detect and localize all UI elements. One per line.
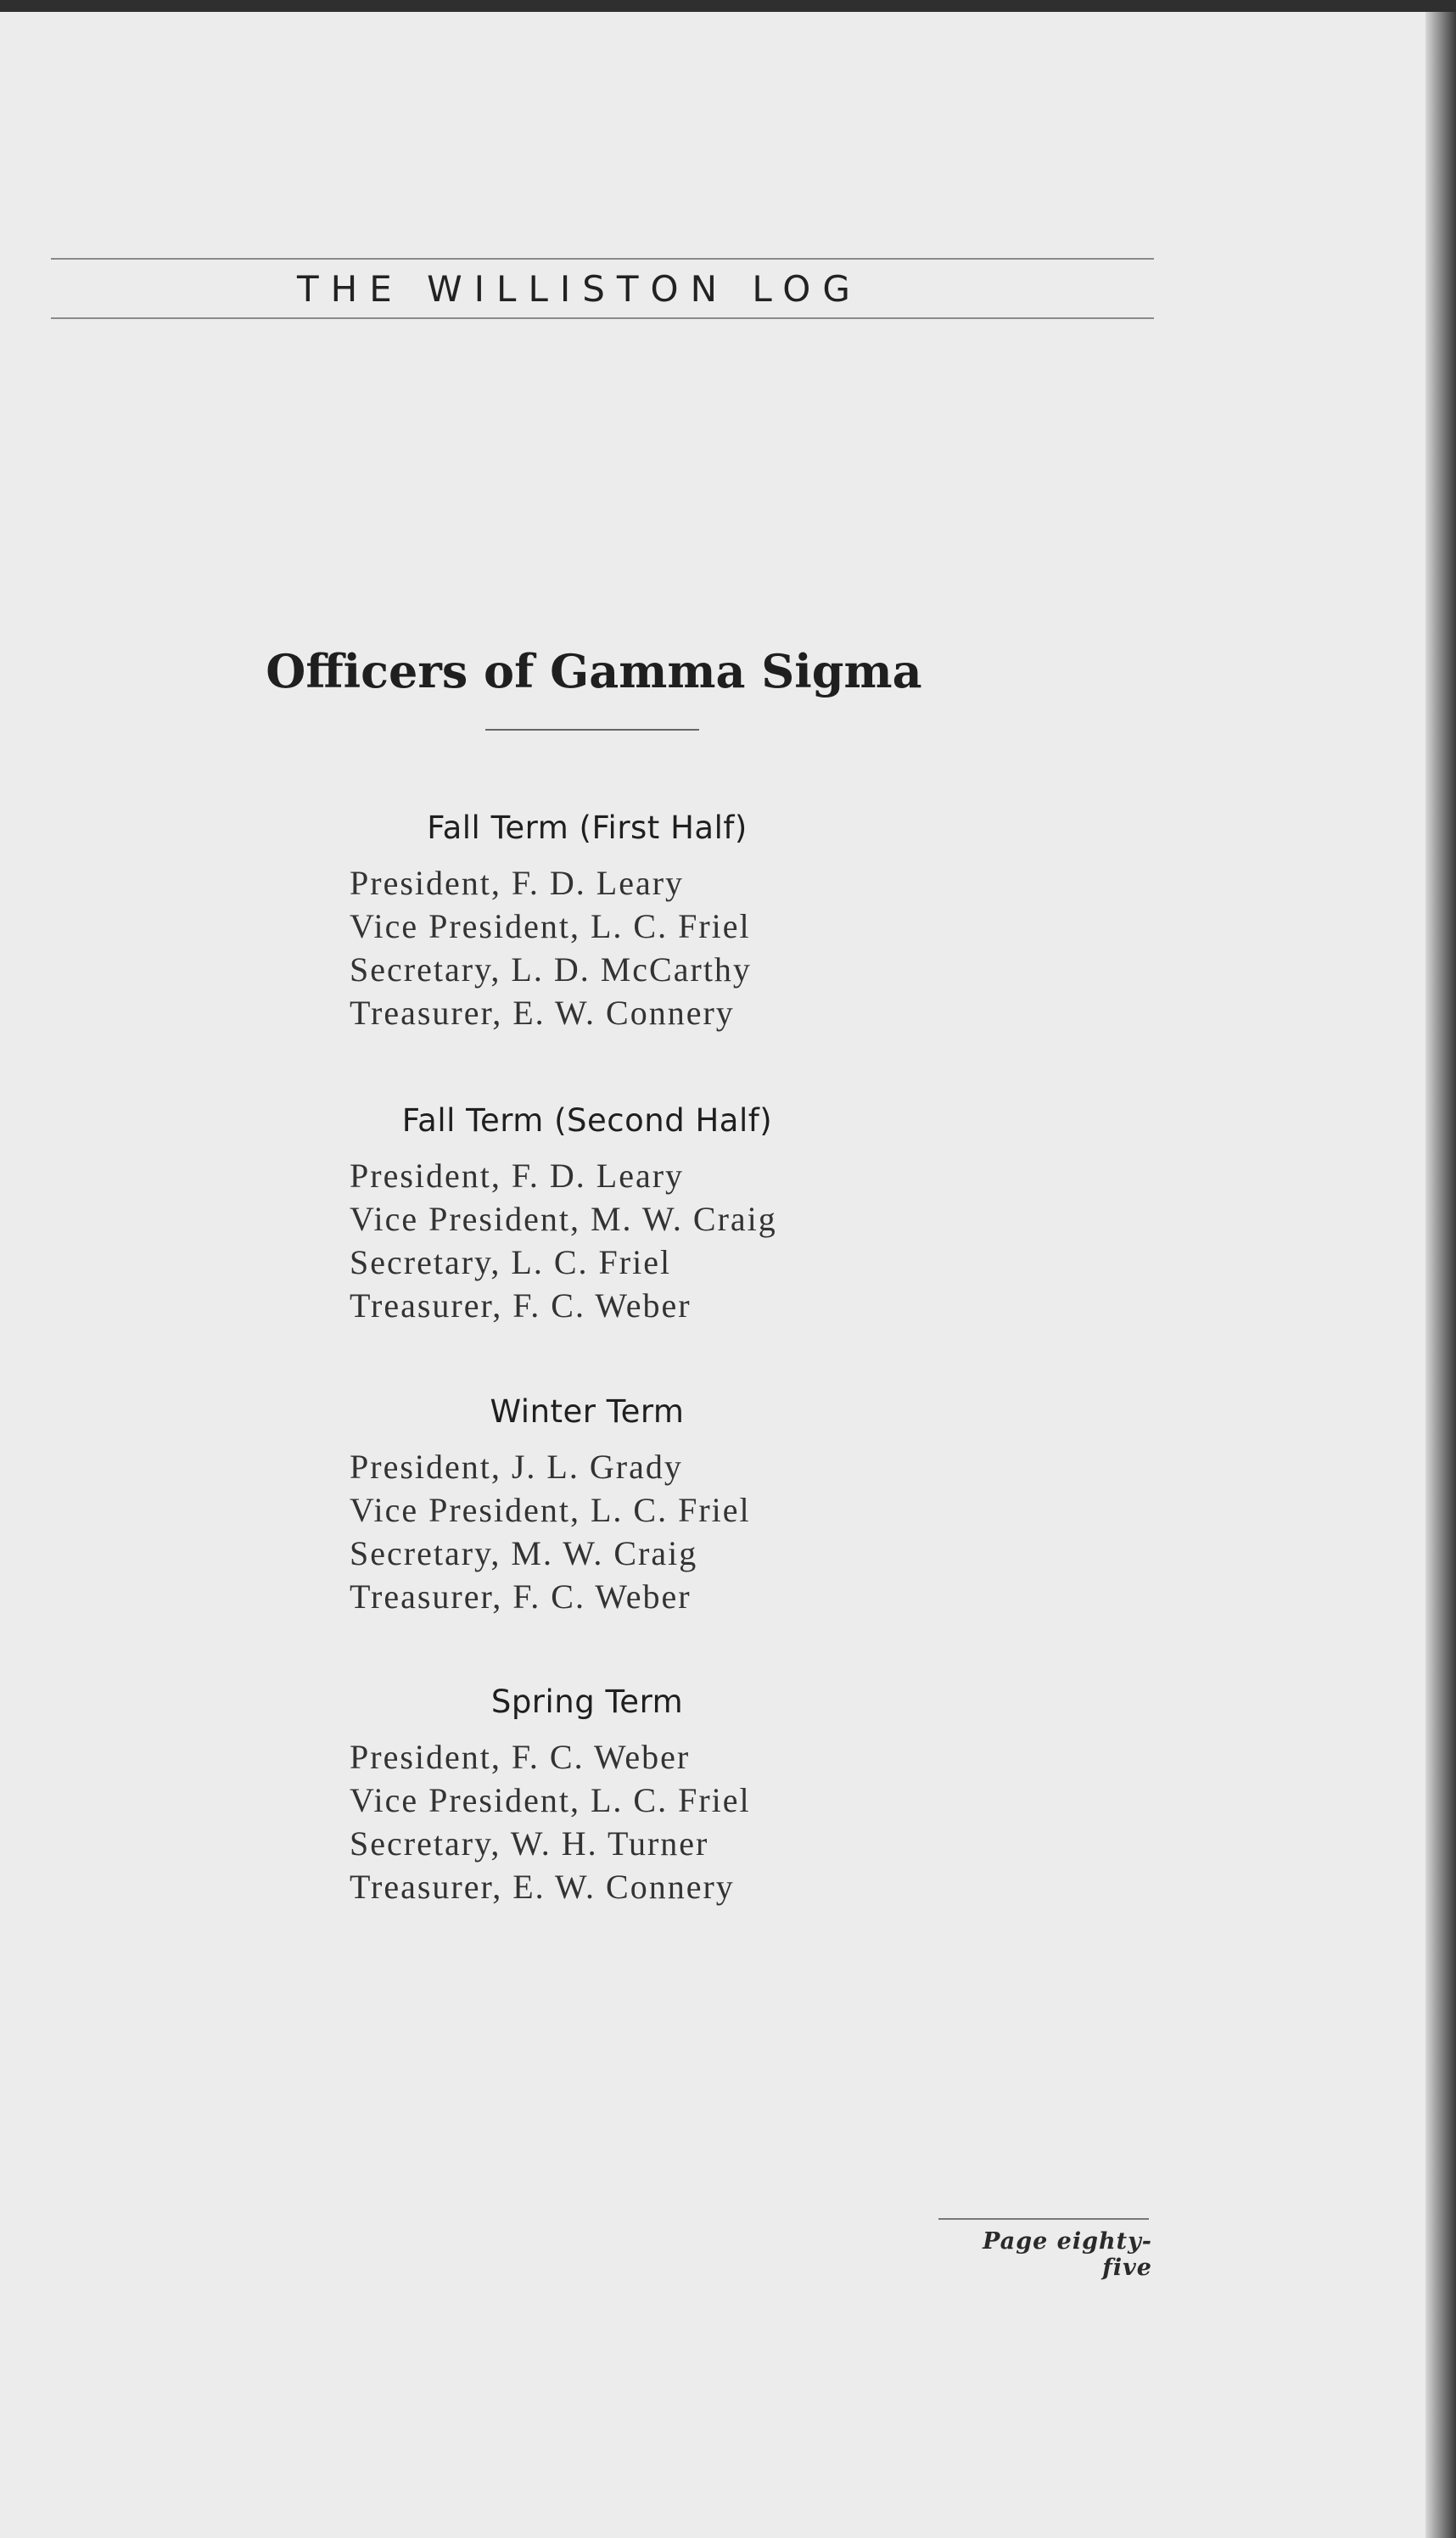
section-winter-term [350, 1393, 825, 1618]
officer-president: President, F. D. Leary [350, 1157, 685, 1195]
folio-rule [938, 2218, 1149, 2220]
officer-list [350, 1445, 825, 1618]
officer-president: President, J. L. Grady [350, 1448, 683, 1486]
officer-list [350, 1735, 825, 1908]
officer-secretary: Secretary, L. D. McCarthy [350, 950, 752, 989]
officer-list [350, 1154, 825, 1327]
officer-treasurer: Treasurer, F. C. Weber [350, 1577, 692, 1616]
officer-president: President, F. C. Weber [350, 1738, 691, 1776]
officer-secretary: Secretary, W. H. Turner [350, 1824, 709, 1863]
section-heading: Winter Term [490, 1393, 685, 1430]
officer-vice-president: Vice President, M. W. Craig [350, 1200, 777, 1238]
section-heading: Spring Term [490, 1684, 684, 1720]
section-fall-second-half [350, 1102, 825, 1327]
officer-vice-president: Vice President, L. C. Friel [350, 907, 751, 945]
section-spring-term [350, 1684, 825, 1908]
officer-treasurer: Treasurer, E. W. Connery [350, 994, 735, 1032]
document-page [0, 12, 1442, 2538]
officer-treasurer: Treasurer, F. C. Weber [350, 1286, 692, 1325]
header-rule-bottom [51, 317, 1154, 319]
page-title: Officers of Gamma Sigma [266, 644, 922, 698]
section-fall-first-half [350, 810, 825, 1034]
running-head: THE WILLISTON LOG [297, 268, 862, 310]
officer-vice-president: Vice President, L. C. Friel [350, 1781, 751, 1819]
section-heading: Fall Term (First Half) [427, 810, 748, 846]
page-number: Page eighty-five [983, 2228, 1152, 2281]
header-rule-top [51, 258, 1154, 260]
officer-list [350, 861, 825, 1034]
title-underline [485, 729, 699, 731]
officer-secretary: Secretary, M. W. Craig [350, 1534, 698, 1572]
page-edge-shadow [1425, 12, 1456, 2538]
officer-treasurer: Treasurer, E. W. Connery [350, 1868, 735, 1906]
officer-secretary: Secretary, L. C. Friel [350, 1243, 672, 1281]
officer-vice-president: Vice President, L. C. Friel [350, 1491, 751, 1529]
officer-president: President, F. D. Leary [350, 864, 685, 902]
section-heading: Fall Term (Second Half) [401, 1102, 773, 1139]
